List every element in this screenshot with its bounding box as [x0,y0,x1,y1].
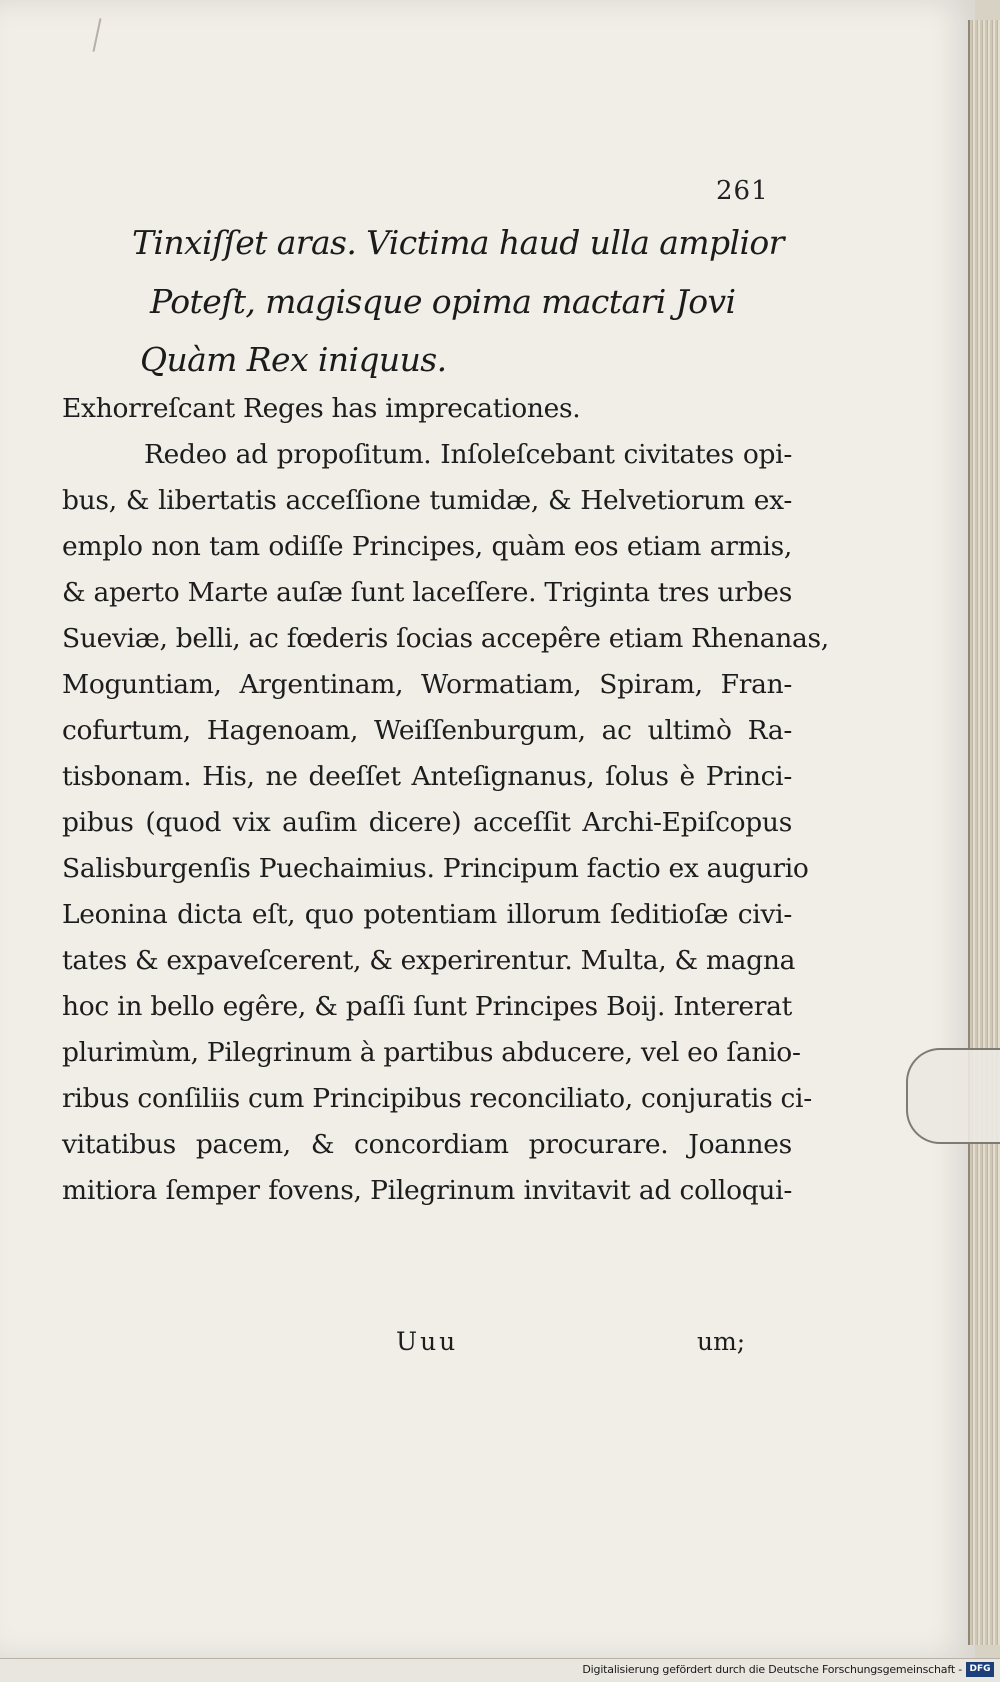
body-line: Exhorreſcant Reges has imprecationes. [62,393,581,424]
verse-line-3: Quàm Rex iniquus. [140,340,447,379]
body-line: Sueviæ, belli, ac fœderis ſocias accepêre etiam Rhenanas, [62,623,829,654]
body-line: Redeo ad propoſitum. Inſoleſcebant civitates opi- [144,439,792,470]
dfg-logo: DFG [966,1662,994,1677]
body-line: Leonina dicta eſt, quo potentiam illorum ſeditioſæ civi- [62,899,792,930]
page-edges [968,20,1000,1645]
verse-line-1: Tinxiſſet aras. Victima haud ulla amplior [132,223,784,262]
page-number: 261 [716,176,769,206]
body-line: plurimùm, Pilegrinum à partibus abducere, vel eo ſanio- [62,1037,801,1068]
body-line: hoc in bello egêre, & paſſi ſunt Principes Boij. Intererat [62,991,792,1022]
footer-bar [0,1658,1000,1682]
catchword: um; [697,1327,746,1356]
body-line: Salisburgenſis Puechaimius. Principum factio ex augurio [62,853,809,884]
footer-credit: Digitalisierung gefördert durch die Deutsche Forschungsgemeinschaft - [582,1663,962,1676]
body-line: cofurtum, Hagenoam, Weiſſenburgum, ac ultimò Ra- [62,715,792,746]
body-line: pibus (quod vix auſim dicere) acceſſit Archi-Epiſcopus [62,807,792,838]
body-line: bus, & libertatis acceſſione tumidæ, & Helvetiorum ex- [62,485,792,516]
verse-line-2: Poteſt, magisque opima mactari Jovi [150,282,736,321]
body-line: mitiora ſemper fovens, Pilegrinum invitavit ad colloqui- [62,1175,792,1206]
bookmark-tab [906,1048,1000,1144]
margin-mark [92,18,101,52]
body-line: & aperto Marte auſæ ſunt laceſſere. Triginta tres urbes [62,577,792,608]
body-line: tates & expaveſcerent, & experirentur. Multa, & magna [62,945,796,976]
signature-mark: Uuu [396,1327,459,1356]
body-line: vitatibus pacem, & concordiam procurare. Joannes [62,1129,792,1160]
body-line: emplo non tam odiſſe Principes, quàm eos etiam armis, [62,531,792,562]
body-line: ribus conſiliis cum Principibus reconciliato, conjuratis ci- [62,1083,812,1114]
body-line: tisbonam. His, ne deeſſet Anteſignanus, ſolus è Princi- [62,761,792,792]
body-line: Moguntiam, Argentinam, Wormatiam, Spiram, Fran- [62,669,792,700]
